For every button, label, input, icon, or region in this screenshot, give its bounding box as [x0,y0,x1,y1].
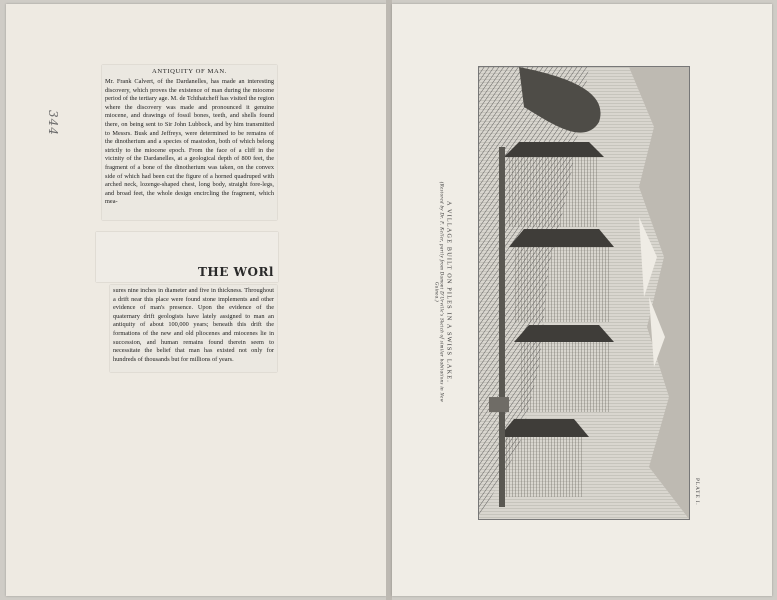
clipping-title: ANTIQUITY OF MAN. [152,68,227,75]
clipping-banner-text: THE WORl [197,265,274,279]
newspaper-clipping-banner [96,232,278,282]
plate-caption-subtitle: (Restored by Dr. F. Keller, partly from Dumont D'Urville's Sketch of similar habitations in New Guinea.) [433,181,444,403]
engraving-plate [478,66,690,520]
hut-2-roof [509,229,614,247]
lake-village-engraving [479,67,689,519]
plate-caption [434,172,453,412]
newspaper-clipping-continued [110,285,277,372]
hut-3-roof [514,325,614,342]
hut-4-roof [499,419,589,437]
newspaper-clipping-antiquity [102,65,277,220]
handwritten-page-number: 344 [46,110,60,136]
plate-number-label: PLATE I. [694,478,700,506]
canoe [489,397,509,412]
pile-platform [499,147,505,507]
plate-caption-title: A VILLAGE BUILT ON PILES IN A SWISS LAKE. [445,201,453,383]
hut-3 [519,342,609,412]
hut-1-roof [504,142,604,157]
clipping-body-bottom: sures nine inches in diameter and five in thickness. Throughout a drift near this place were found stone implements and other evidence of man's presence. Upon the evidence of the quaternary drift geologists have lately assigned to man an antiquity of about 100,000 years; beneath this drift the formations of the new and old pliocenes and miocenes lie in succession, and human remains found therein seem to necessitate the belief that man has existed not only for hundreds of thousands but for millions of years. [113,287,274,363]
hut-1 [509,157,599,227]
hut-4 [504,437,584,497]
hut-2 [514,247,609,322]
clipping-body-top: Mr. Frank Calvert, of the Dardanelles, has made an interesting discovery, which proves the existence of man during the miocene period of the tertiary age. M. de Tchihatcheff has visited the region where the discovery was made and pronounced it genuine miocene, and drawings of fossil bones, teeth, and shells found there, on being sent to Sir John Lubbock, and by him transmitted to Messrs. Busk and Jeffreys, were determined to be remains of the dinotherium and a species of mastodon, both of which belong strictly to the miocene epoch. From the face of a cliff in the vicinity of the Dardanelles, at a geological depth of 800 feet, the fragment of a bone of the dinotherium was taken, on the convex side of which had been cut the figure of a horned quadruped with arched neck, lozenge-shaped chest, long body, straight fore-legs, and broad feet, the whole design encircling the fragment, which mea- [105,78,274,206]
